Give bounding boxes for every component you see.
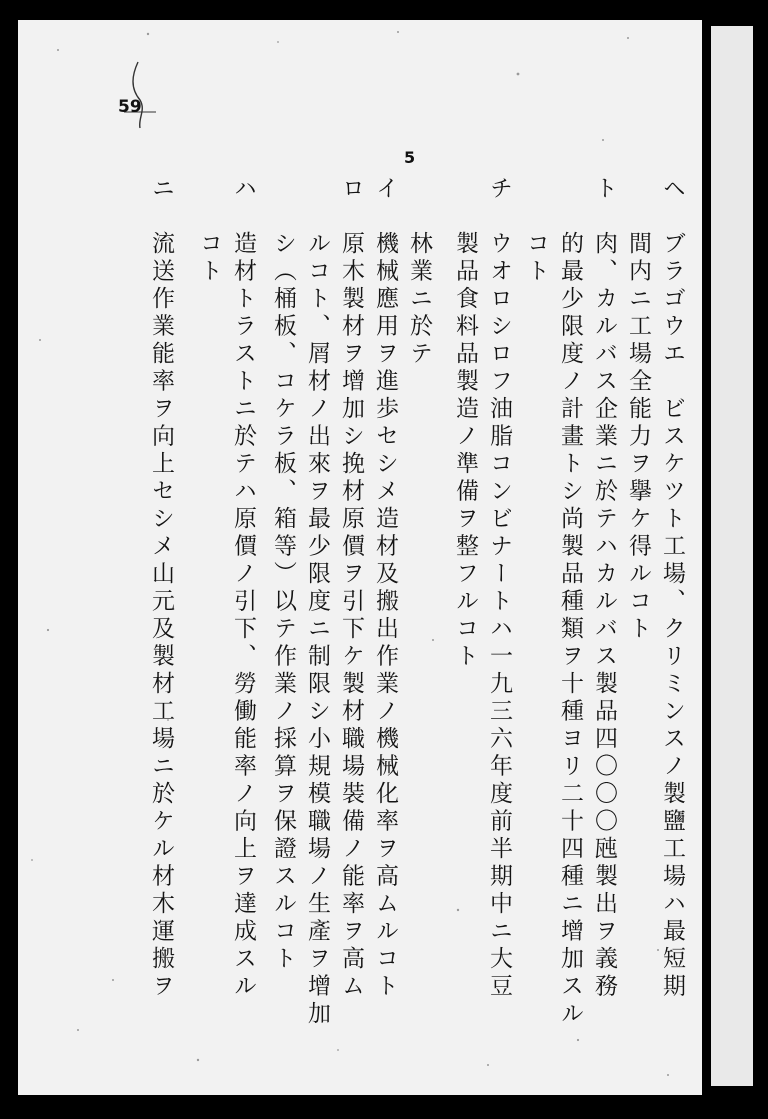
pencil-mark — [120, 60, 160, 130]
text-column: コト — [523, 176, 549, 286]
section-number: 5 — [404, 148, 416, 167]
text-column: ロ 原木製材ヲ增加シ挽材原價ヲ引下ケ製材職場裝備ノ能率ヲ高ム — [338, 176, 364, 1001]
text-column: ルコト、屑材ノ出來ヲ最少限度ニ制限シ小規模職場ノ生產ヲ增加 — [304, 176, 330, 1029]
page-number: 59 — [118, 97, 142, 117]
text-column: ヘ ブラゴウエ ビスケツト工場、クリミンスノ製鹽工場ハ最短期 — [659, 176, 685, 1001]
text-column: チ ウオロシロフ油脂コンビナートハ一九三六年度前半期中ニ大豆 — [486, 176, 512, 1001]
text-column: ハ 造材トラストニ於テハ原價ノ引下、勞働能率ノ向上ヲ達成スル — [230, 176, 256, 1001]
text-column: イ 機械應用ヲ進歩セシメ造材及搬出作業ノ機械化率ヲ高ムルコト — [372, 176, 398, 1001]
text-column: 間内ニ工場全能力ヲ擧ケ得ルコト — [625, 176, 651, 644]
text-column: 製品食料品製造ノ準備ヲ整フルコト — [452, 176, 478, 671]
text-column: ト 肉、カルバス企業ニ於テハカルバス製品四〇〇〇瓲製出ヲ義務 — [591, 176, 617, 1001]
adjacent-page-edge — [711, 26, 753, 1086]
text-column: 林業ニ於テ — [406, 176, 432, 369]
text-column: 的最少限度ノ計畫トシ尚製品種類ヲ十種ヨリ二十四種ニ增加スル — [557, 176, 583, 1029]
text-column: シ（桶板、コケラ板、箱等）以テ作業ノ採算ヲ保證スルコト — [270, 176, 296, 974]
text-column: コト — [196, 176, 222, 286]
text-column: ニ 流送作業能率ヲ向上セシメ山元及製材工場ニ於ケル材木運搬ヲ — [148, 176, 174, 1001]
